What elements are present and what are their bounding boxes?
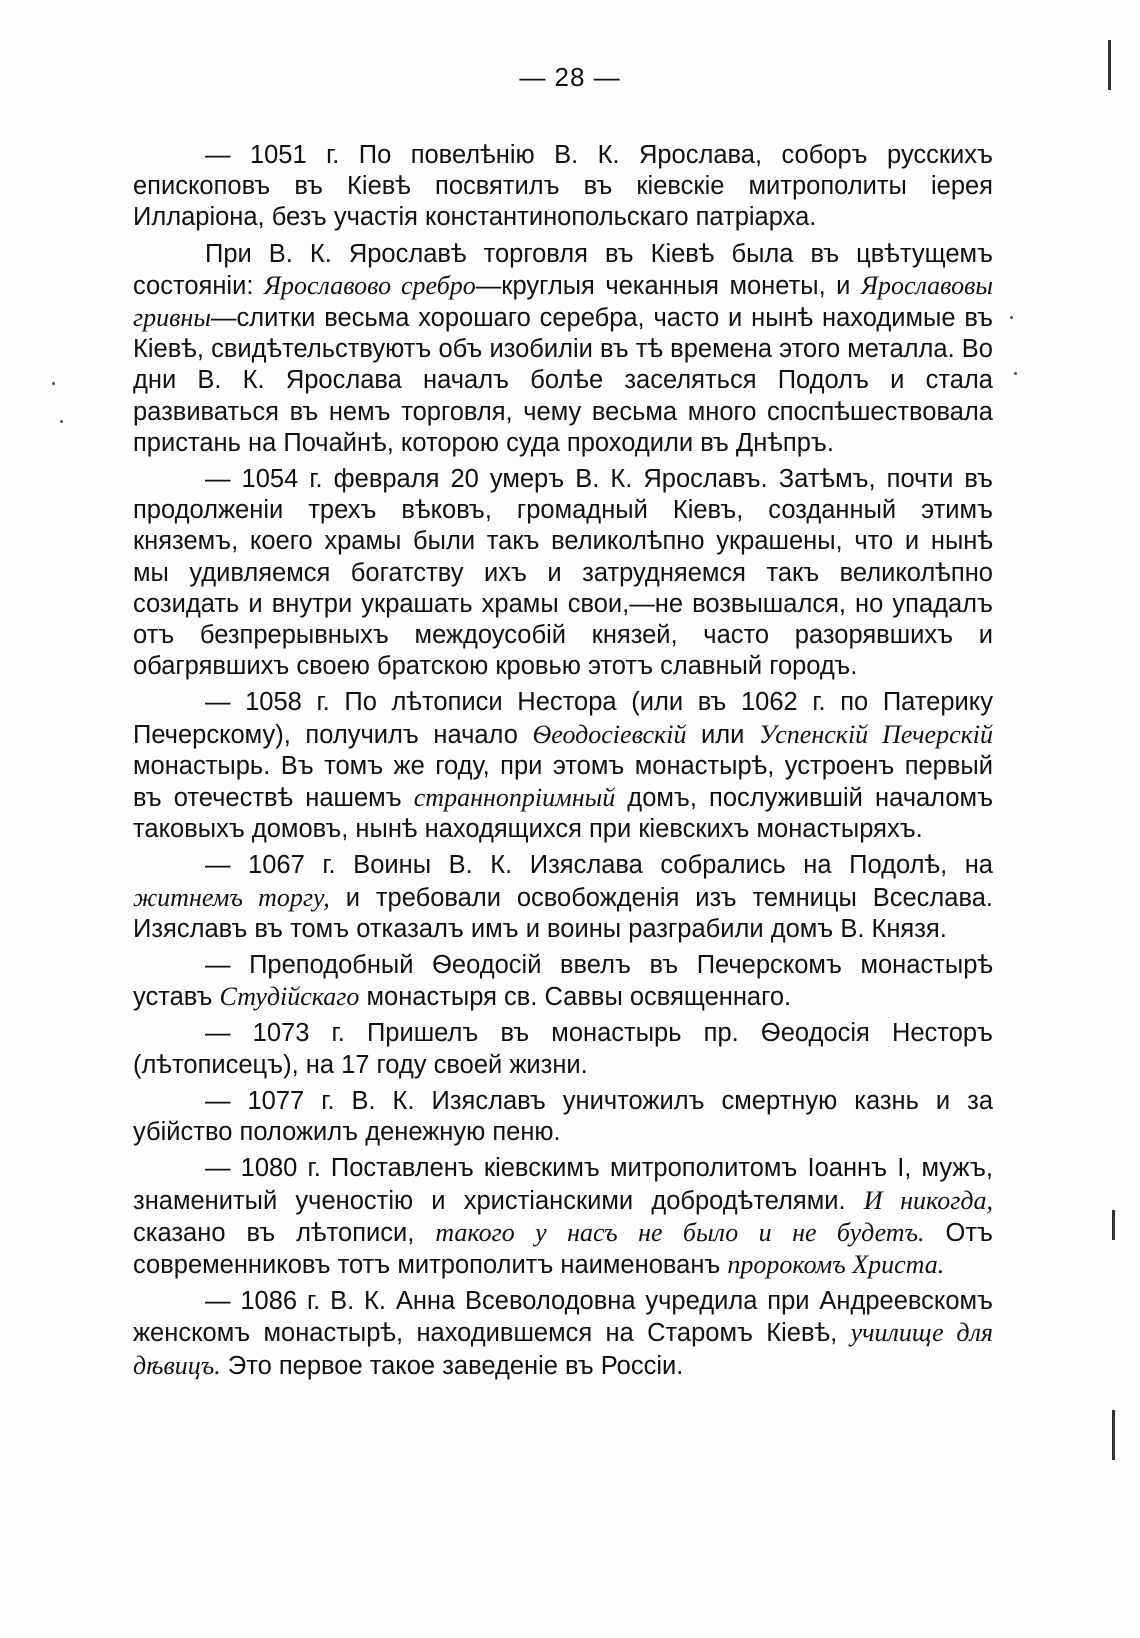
paragraph-theodosius: — Преподобный Ѳеодосій ввелъ въ Печерскомъ монастырѣ уставъ Студійскаго монастыря св. Саввы освященнаго. <box>133 951 993 1012</box>
italic-term: Успенскій Печерскій <box>758 719 993 749</box>
italic-term: Студійскаго <box>219 982 360 1012</box>
page-number: — 28 — <box>519 62 621 92</box>
italic-term: такого у насъ не было и не будетъ. <box>435 1217 925 1247</box>
paragraph-yaroslav-trade: При В. К. Ярославѣ торговля въ Кіевѣ была въ цвѣтущемъ состояніи: Ярославово сребро—круглыя чеканныя монеты, и Ярославовы гривны—слитки весьма хорошаго серебра, часто и нынѣ находимые въ Кіевѣ, свидѣтельствуютъ объ изобиліи въ тѣ времена этого металла. Во дни В. К. Ярослава началъ болѣе заселяться Подолъ и стала развиваться въ немъ торговля, чему весьма много споспѣшествовала пристань на Почайнѣ, которою суда проходили въ Днѣпръ. <box>133 239 993 457</box>
page-body-text <box>133 140 993 1387</box>
paragraph-1051: — 1051 г. По повелѣнію В. К. Ярослава, соборъ русскихъ епископовъ въ Кіевѣ посвятилъ въ кіевскіе митрополиты іерея Илларіона, безъ участія константинопольскаго патріарха. <box>133 141 993 232</box>
paragraph-1073: — 1073 г. Пришелъ въ монастырь пр. Ѳеодосія Несторъ (лѣтописецъ), на 17 году своей жизни. <box>133 1019 993 1079</box>
italic-term: училище для дѣвицъ. <box>133 1318 993 1380</box>
italic-term: страннопріимный <box>413 783 616 813</box>
scan-edge-mark <box>1112 1210 1115 1240</box>
paragraph-1067: — 1067 г. Воины В. К. Изяслава собрались на Подолѣ, на житнемъ торгу, и требовали освобожденія изъ темницы Всеслава. Изяславъ въ томъ отказалъ имъ и воины разграбили домъ В. Князя. <box>133 851 993 943</box>
italic-term: пророкомъ Христа. <box>727 1249 945 1279</box>
italic-term: Ѳеодосіевскій <box>532 719 687 749</box>
paragraph-1077: — 1077 г. В. К. Изяславъ уничтожилъ смертную казнь и за убійство положилъ денежную пеню. <box>133 1086 993 1147</box>
italic-term: И никогда, <box>863 1185 993 1215</box>
italic-term: житнемъ торгу, <box>133 882 330 912</box>
scan-speck <box>60 420 63 423</box>
scan-edge-mark <box>1108 40 1111 90</box>
italic-term: Ярославово сребро <box>263 270 476 300</box>
scan-edge-mark <box>1112 1410 1115 1460</box>
paragraph-1080: — 1080 г. Поставленъ кіевскимъ митрополитомъ Іоаннъ I, мужъ, знаменитый ученостію и христіанскими добродѣтелями. И никогда, сказано въ лѣтописи, такого у насъ не было и не будетъ. Отъ современниковъ тотъ митрополитъ наименованъ пророкомъ Христа. <box>133 1154 993 1279</box>
scan-speck <box>1014 372 1017 375</box>
paragraph-1086: — 1086 г. В. К. Анна Всеволодовна учредила при Андреевскомъ женскомъ монастырѣ, находившемся на Старомъ Кіевѣ, училище для дѣвицъ. Это первое такое заведеніе въ Россіи. <box>133 1287 993 1380</box>
paragraph-1058: — 1058 г. По лѣтописи Нестора (или въ 1062 г. по Патерику Печерскому), получилъ начало Ѳеодосіевскій или Успенскій Печерскій монастырь. Въ томъ же году, при этомъ монастырѣ, устроенъ первый въ отечествѣ нашемъ страннопріимный домъ, послужившій началомъ таковыхъ домовъ, нынѣ находящихся при кіевскихъ монастыряхъ. <box>133 688 994 844</box>
scan-speck <box>52 382 55 385</box>
paragraph-1054: — 1054 г. февраля 20 умеръ В. К. Ярославъ. Затѣмъ, почти въ продолженіи трехъ вѣковъ, громадный Кіевъ, созданный этимъ княземъ, коего храмы были такъ великолѣпно украшены, что и нынѣ мы удивляемся богатству ихъ и затрудняемся такъ великолѣпно созидать и внутри украшать храмы свои,—не возвышался, но упадалъ отъ безпрерывныхъ междоусобій князей, часто разорявшихъ и обагрявшихъ своею братскою кровью этотъ славный городъ. <box>133 465 993 681</box>
scan-speck <box>1010 316 1013 319</box>
italic-term: Ярославовы гривны <box>133 270 993 333</box>
